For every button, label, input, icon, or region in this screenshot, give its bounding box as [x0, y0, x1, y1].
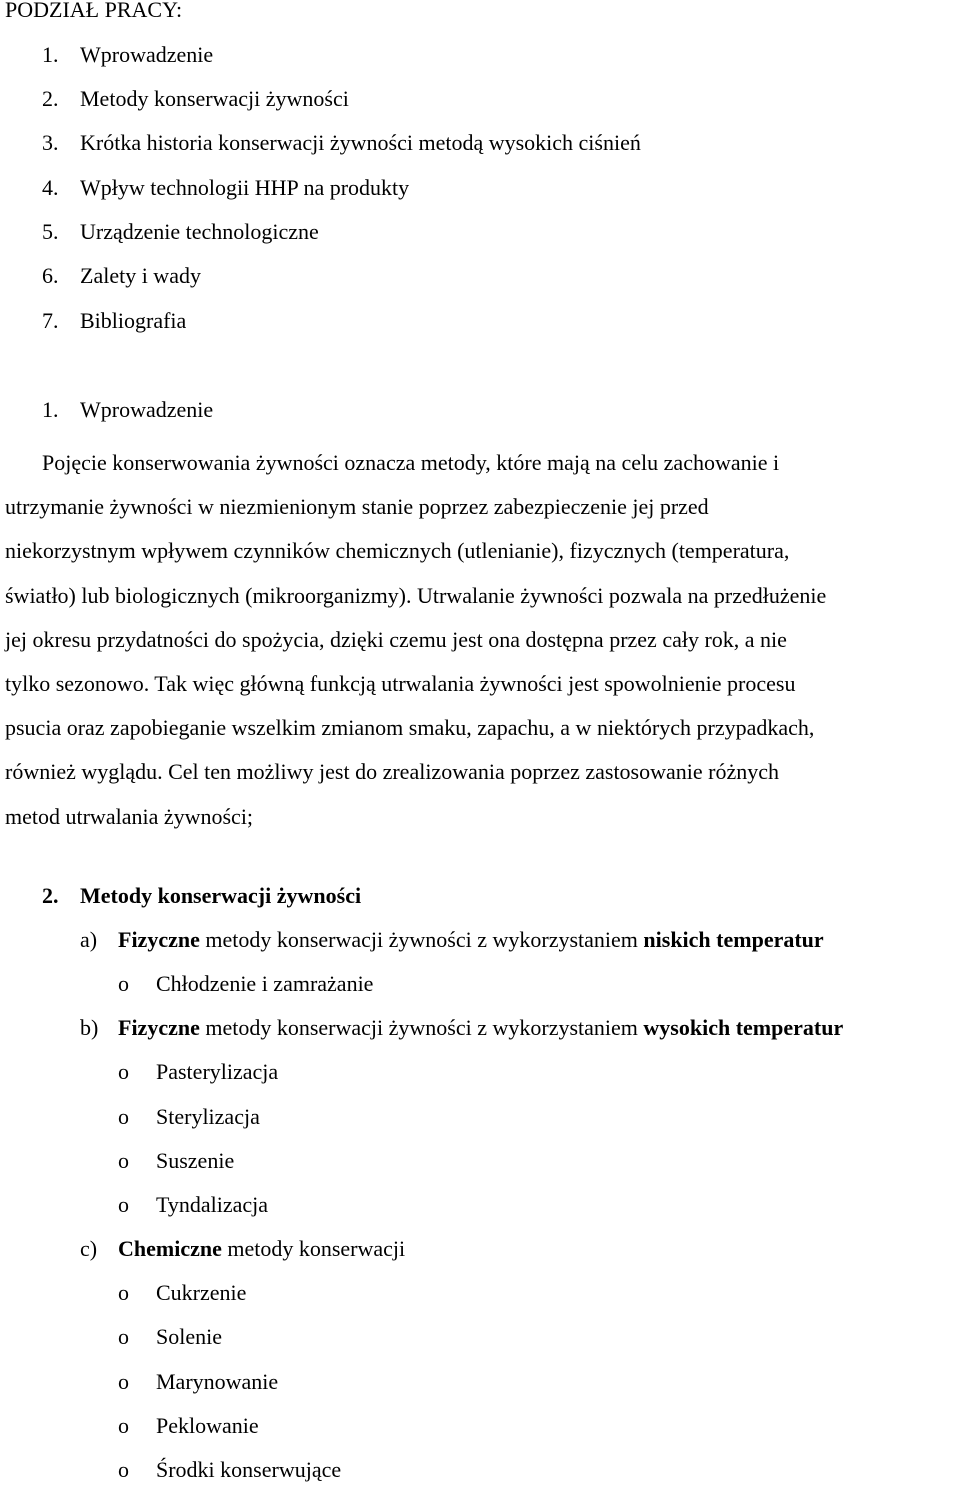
paragraph-line: utrzymanie żywności w niezmienionym stanie poprzez zabezpieczenie jej przed — [5, 494, 709, 520]
group-text: metody konserwacji żywności z wykorzystaniem — [199, 927, 644, 952]
group-bold-term: niskich temperatur — [643, 927, 824, 952]
toc-item — [42, 130, 641, 156]
bullet-marker: o — [118, 1413, 129, 1438]
group-text: metody konserwacji żywności z wykorzystaniem — [199, 1015, 644, 1040]
toc-item — [42, 219, 319, 245]
toc-item — [42, 263, 201, 289]
paragraph-line: Pojęcie konserwowania żywności oznacza metody, które mają na celu zachowanie i — [42, 450, 780, 475]
toc-item-label: Krótka historia konserwacji żywności metodą wysokich ciśnień — [80, 130, 641, 155]
toc-item — [42, 308, 186, 334]
method-group-a — [80, 927, 824, 953]
toc-item-number: 6. — [42, 263, 59, 288]
method-item — [118, 1324, 222, 1350]
bullet-marker: o — [118, 971, 129, 996]
bullet-marker: o — [118, 1059, 129, 1084]
method-item-label: Sterylizacja — [156, 1104, 260, 1129]
method-item-label: Tyndalizacja — [156, 1192, 269, 1217]
bullet-marker: o — [118, 1457, 129, 1482]
method-item-label: Środki konserwujące — [156, 1457, 342, 1482]
toc-item-number: 4. — [42, 175, 59, 200]
method-item — [118, 1413, 259, 1439]
toc-item-number: 5. — [42, 219, 59, 244]
bullet-marker: o — [118, 1280, 129, 1305]
group-letter: b) — [80, 1015, 99, 1040]
group-bold-term: Fizyczne — [118, 927, 200, 952]
toc-item — [42, 175, 409, 201]
method-item — [118, 1059, 278, 1085]
method-item-label: Pasterylizacja — [156, 1059, 279, 1084]
group-letter: a) — [80, 927, 98, 952]
bullet-marker: o — [118, 1192, 129, 1217]
toc-item — [42, 42, 213, 68]
paragraph-line: niekorzystnym wpływem czynników chemicznych (utlenianie), fizycznych (temperatura, — [5, 538, 790, 564]
toc-item-label: Wpływ technologii HHP na produkty — [80, 175, 410, 200]
section-number: 2. — [42, 883, 59, 908]
method-item — [118, 1192, 268, 1218]
method-item-label: Marynowanie — [156, 1369, 279, 1394]
bullet-marker: o — [118, 1324, 129, 1349]
bullet-marker: o — [118, 1104, 129, 1129]
method-group-b — [80, 1015, 843, 1041]
group-bold-term: Fizyczne — [118, 1015, 200, 1040]
paragraph-line: jej okresu przydatności do spożycia, dzięki czemu jest ona dostępna przez cały rok, a nie — [5, 626, 787, 652]
method-item-label: Peklowanie — [156, 1413, 259, 1438]
paragraph-line: również wyglądu. Cel ten możliwy jest do zrealizowania poprzez zastosowanie różnych — [5, 759, 779, 785]
method-item — [118, 1104, 260, 1130]
toc-item-number: 1. — [42, 42, 59, 67]
method-item — [118, 1148, 234, 1174]
method-item — [118, 1457, 341, 1483]
method-item — [118, 971, 373, 997]
method-group-c — [80, 1236, 405, 1262]
method-item-label: Solenie — [156, 1324, 222, 1349]
paragraph-line: metod utrwalania żywności; — [5, 803, 254, 829]
paragraph-line: światło) lub biologicznych (mikroorganizmy). Utrwalanie żywności pozwala na przedłużenie — [5, 582, 827, 608]
paragraph-line: psucia oraz zapobieganie wszelkim zmianom smaku, zapachu, a w niektórych przypadkach, — [5, 715, 815, 741]
paragraph-line: tylko sezonowo. Tak więc główną funkcją utrwalania żywności jest spowolnienie procesu — [5, 671, 796, 697]
group-letter: c) — [80, 1236, 98, 1261]
method-item — [118, 1280, 246, 1306]
bullet-marker: o — [118, 1369, 129, 1394]
toc-item-label: Zalety i wady — [80, 263, 201, 288]
section-title: Metody konserwacji żywności — [80, 883, 362, 908]
method-item-label: Chłodzenie i zamrażanie — [156, 971, 374, 996]
toc-item-label: Metody konserwacji żywności — [80, 86, 349, 111]
toc-item-label: Urządzenie technologiczne — [80, 219, 319, 244]
method-item — [118, 1369, 278, 1395]
section-title: Wprowadzenie — [80, 397, 214, 422]
section-1-heading — [42, 397, 213, 423]
method-item-label: Suszenie — [156, 1148, 235, 1173]
toc-item-number: 2. — [42, 86, 59, 111]
section-1-paragraph — [5, 441, 960, 839]
section-number: 1. — [42, 397, 59, 422]
toc-item-number: 3. — [42, 130, 59, 155]
toc-item-number: 7. — [42, 308, 59, 333]
group-bold-term: wysokich temperatur — [643, 1015, 844, 1040]
group-bold-term: Chemiczne — [118, 1236, 222, 1261]
toc-heading: PODZIAŁ PRACY: — [5, 0, 183, 22]
section-2-heading — [42, 883, 361, 909]
method-item-label: Cukrzenie — [156, 1280, 247, 1305]
toc-item-label: Wprowadzenie — [80, 42, 214, 67]
bullet-marker: o — [118, 1148, 129, 1173]
group-text: metody konserwacji — [221, 1236, 406, 1261]
toc-item-label: Bibliografia — [80, 308, 187, 333]
toc-item — [42, 86, 349, 112]
